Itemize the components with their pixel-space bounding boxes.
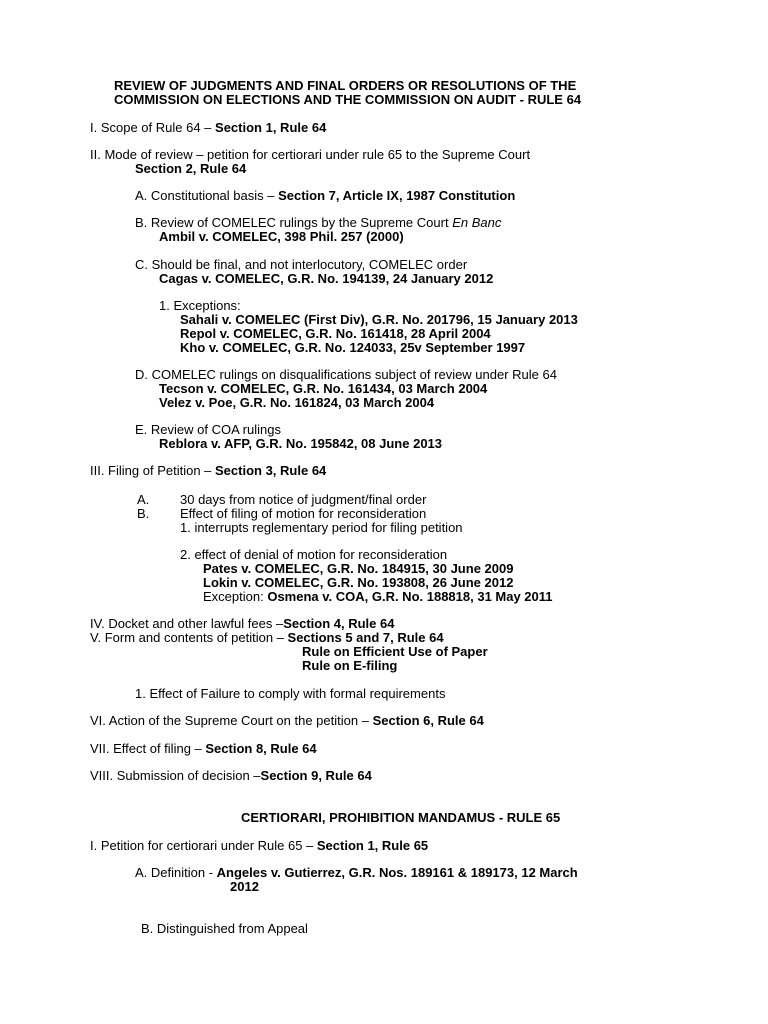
- osmena-exception: Exception: Osmena v. COA, G.R. No. 188818, 31 May 2011: [203, 589, 553, 604]
- item-b-label: B.: [137, 506, 150, 521]
- mode-of-review-ref: Section 2, Rule 64: [135, 161, 247, 176]
- thirty-days-item: 30 days from notice of judgment/final order: [180, 492, 427, 507]
- item-a-label: A.: [137, 492, 150, 507]
- submission-decision-heading: VIII. Submission of decision –Section 9, Rule 64: [90, 768, 372, 783]
- rule65-title: CERTIORARI, PROHIBITION MANDAMUS - RULE 65: [241, 810, 561, 825]
- filing-of-petition-heading: III. Filing of Petition – Section 3, Rule 64: [90, 463, 327, 478]
- lokin-case: Lokin v. COMELEC, G.R. No. 193808, 26 June 2012: [203, 575, 514, 590]
- disqualifications-review: D. COMELEC rulings on disqualifications subject of review under Rule 64: [135, 367, 557, 382]
- action-supreme-court-heading: VI. Action of the Supreme Court on the petition – Section 6, Rule 64: [90, 713, 484, 728]
- mode-of-review-heading: II. Mode of review – petition for certiorari under rule 65 to the Supreme Court: [90, 147, 531, 162]
- distinguished-from-appeal: B. Distinguished from Appeal: [141, 921, 308, 936]
- constitutional-basis: A. Constitutional basis – Section 7, Article IX, 1987 Constitution: [135, 188, 516, 203]
- reblora-case: Reblora v. AFP, G.R. No. 195842, 08 June 2013: [159, 436, 443, 451]
- review-coa-rulings: E. Review of COA rulings: [135, 422, 281, 437]
- docket-fees-heading: IV. Docket and other lawful fees –Section 4, Rule 64: [90, 616, 395, 631]
- efficient-paper-ref: Rule on Efficient Use of Paper: [302, 644, 488, 659]
- definition-item: A. Definition - Angeles v. Gutierrez, G.R. Nos. 189161 & 189173, 12 March: [135, 865, 578, 880]
- failure-to-comply-item: 1. Effect of Failure to comply with formal requirements: [135, 686, 446, 701]
- cagas-case: Cagas v. COMELEC, G.R. No. 194139, 24 January 2012: [159, 271, 494, 286]
- petition-certiorari-heading: I. Petition for certiorari under Rule 65 – Section 1, Rule 65: [90, 838, 429, 853]
- pates-case: Pates v. COMELEC, G.R. No. 184915, 30 June 2009: [203, 561, 514, 576]
- effect-of-filing-heading: VII. Effect of filing – Section 8, Rule 64: [90, 741, 317, 756]
- review-comelec-en-banc: B. Review of COMELEC rulings by the Supreme Court En Banc: [135, 215, 502, 230]
- interrupts-period-item: 1. interrupts reglementary period for filing petition: [180, 520, 463, 535]
- rule64-title-line2: COMMISSION ON ELECTIONS AND THE COMMISSION ON AUDIT - RULE 64: [114, 92, 582, 107]
- velez-case: Velez v. Poe, G.R. No. 161824, 03 March 2004: [159, 395, 435, 410]
- angeles-case-year: 2012: [230, 879, 259, 894]
- tecson-case: Tecson v. COMELEC, G.R. No. 161434, 03 March 2004: [159, 381, 488, 396]
- ambil-case: Ambil v. COMELEC, 398 Phil. 257 (2000): [159, 229, 404, 244]
- denial-effect-item: 2. effect of denial of motion for reconsideration: [180, 547, 448, 562]
- final-not-interlocutory: C. Should be final, and not interlocutory, COMELEC order: [135, 257, 468, 272]
- repol-case: Repol v. COMELEC, G.R. No. 161418, 28 April 2004: [180, 326, 491, 341]
- exceptions-heading: 1. Exceptions:: [159, 298, 241, 313]
- sahali-case: Sahali v. COMELEC (First Div), G.R. No. 201796, 15 January 2013: [180, 312, 578, 327]
- kho-case: Kho v. COMELEC, G.R. No. 124033, 25v September 1997: [180, 340, 526, 355]
- e-filing-ref: Rule on E-filing: [302, 658, 398, 673]
- form-contents-heading: V. Form and contents of petition – Sections 5 and 7, Rule 64: [90, 630, 444, 645]
- rule64-title-line1: REVIEW OF JUDGMENTS AND FINAL ORDERS OR RESOLUTIONS OF THE: [114, 78, 577, 93]
- motion-reconsideration-item: Effect of filing of motion for reconsideration: [180, 506, 427, 521]
- scope-heading: I. Scope of Rule 64 – Section 1, Rule 64: [90, 120, 327, 135]
